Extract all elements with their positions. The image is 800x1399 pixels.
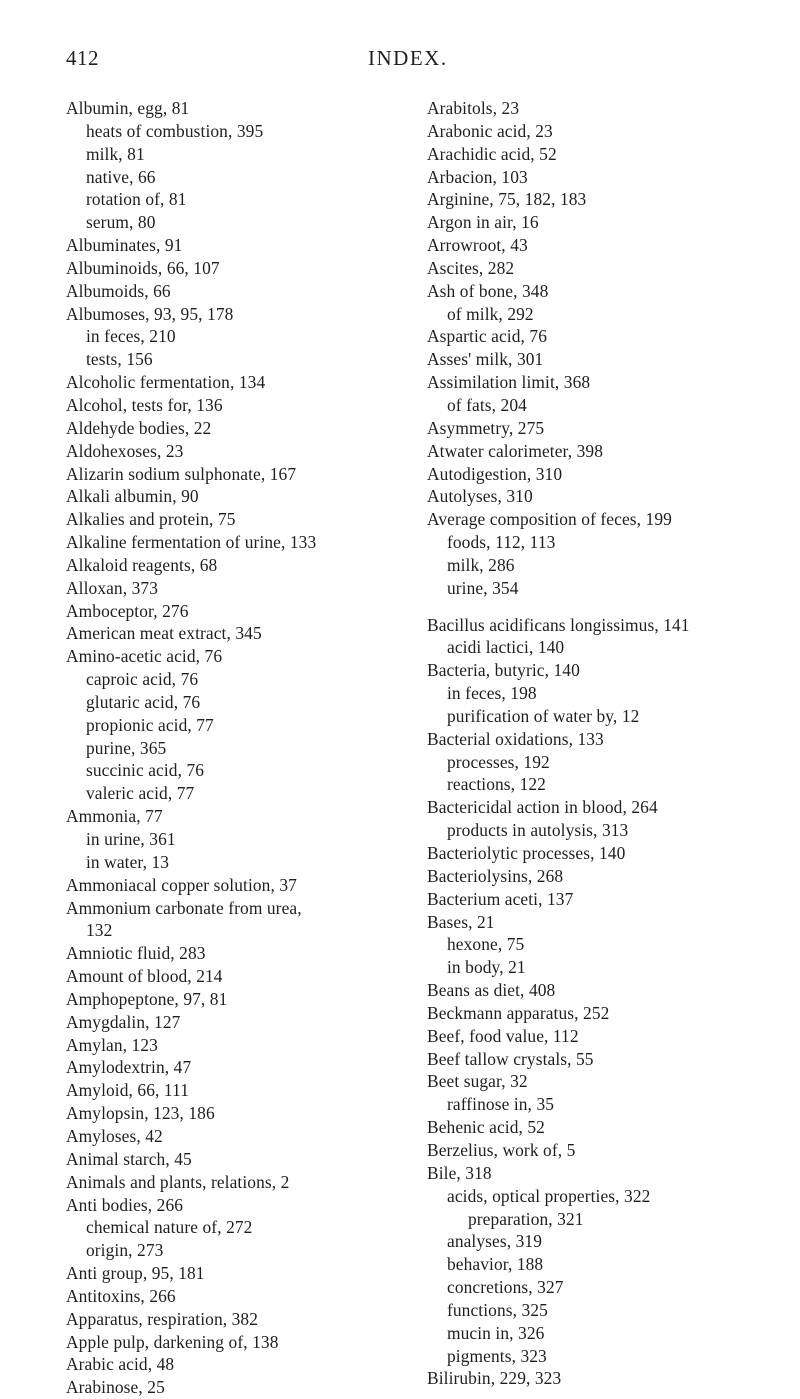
index-entry: Bacteria, butyric, 140: [427, 660, 580, 681]
index-subentry: products in autolysis, 313: [447, 820, 629, 841]
index-subentry: foods, 112, 113: [447, 532, 556, 553]
index-entry: Alcohol, tests for, 136: [66, 394, 223, 415]
index-subentry: behavior, 188: [447, 1254, 544, 1275]
index-entry: Alkaloid reagents, 68: [66, 554, 218, 575]
index-entry: Beckmann apparatus, 252: [427, 1002, 610, 1023]
index-entry: Asses' milk, 301: [427, 349, 544, 370]
index-subentry: analyses, 319: [447, 1231, 542, 1252]
index-entry: Argon in air, 16: [427, 212, 539, 233]
index-entry: Alkali albumin, 90: [66, 486, 199, 507]
index-subentry: succinic acid, 76: [86, 760, 205, 781]
index-subentry: of milk, 292: [447, 303, 534, 324]
index-entry: Alizarin sodium sulphonate, 167: [66, 463, 297, 484]
index-entry: Bacterium aceti, 137: [427, 888, 574, 909]
index-subentry: concretions, 327: [447, 1277, 564, 1298]
index-entry: American meat extract, 345: [66, 623, 262, 644]
index-entry: Bases, 21: [427, 911, 495, 932]
index-subentry: pigments, 323: [447, 1345, 547, 1366]
index-entry: Albumoses, 93, 95, 178: [66, 303, 234, 324]
index-entry: Arabonic acid, 23: [427, 120, 553, 141]
index-entry: Aldohexoses, 23: [66, 440, 184, 461]
index-entry: Albumin, egg, 81: [66, 98, 190, 118]
index-entry: Amniotic fluid, 283: [66, 943, 206, 964]
index-entry: Bile, 318: [427, 1162, 492, 1183]
index-entry: Amyloid, 66, 111: [66, 1080, 190, 1101]
index-entry: Bacterial oxidations, 133: [427, 728, 604, 749]
index-entry: Alloxan, 373: [66, 577, 159, 598]
index-subentry: urine, 354: [447, 577, 519, 598]
index-entry: Amylan, 123: [66, 1034, 158, 1055]
index-subentry: in feces, 210: [86, 326, 176, 347]
index-entry: Anti bodies, 266: [66, 1194, 184, 1215]
index-entry: Arabitols, 23: [427, 98, 520, 118]
index-entry: Albuminoids, 66, 107: [66, 257, 220, 278]
index-column-left: [66, 97, 411, 1399]
index-subentry: mucin in, 326: [447, 1322, 545, 1343]
index-subentry: glutaric acid, 76: [86, 691, 201, 712]
index-entry: Ammoniacal copper solution, 37: [66, 874, 297, 895]
index-entry: Bacteriolytic processes, 140: [427, 843, 626, 863]
index-subentry: in body, 21: [447, 957, 526, 978]
page-header: [0, 46, 800, 76]
index-entry: Arbacion, 103: [427, 166, 528, 187]
index-subentry: chemical nature of, 272: [86, 1217, 253, 1238]
index-entry: Amboceptor, 276: [66, 600, 189, 621]
index-subentry: hexone, 75: [447, 934, 525, 955]
index-entry: Animal starch, 45: [66, 1148, 192, 1169]
index-entry: Amphopeptone, 97, 81: [66, 988, 228, 1009]
index-subentry: purification of water by, 12: [447, 705, 640, 726]
index-entry: Berzelius, work of, 5: [427, 1139, 576, 1160]
index-entry: Arabic acid, 48: [66, 1354, 175, 1375]
index-entry: Apple pulp, darkening of, 138: [66, 1331, 279, 1352]
index-entry: Arabinose, 25: [66, 1377, 165, 1398]
index-entry: Amino-acetic acid, 76: [66, 646, 223, 667]
index-column-right: [427, 97, 737, 1390]
index-entry: Albuminates, 91: [66, 235, 183, 256]
index-entry: Ammonia, 77: [66, 806, 163, 827]
index-entry: Bactericidal action in blood, 264: [427, 797, 658, 818]
index-entry: Amylopsin, 123, 186: [66, 1103, 215, 1124]
index-section-a: [427, 97, 737, 600]
index-subentry: native, 66: [86, 166, 156, 187]
index-subentry: valeric acid, 77: [86, 783, 195, 804]
index-subentry: 132: [86, 920, 113, 941]
index-entry: Ash of bone, 348: [427, 280, 549, 301]
index-entry: Arginine, 75, 182, 183: [427, 189, 587, 210]
index-subentry: reactions, 122: [447, 774, 546, 795]
index-subentry: propionic acid, 77: [86, 714, 214, 735]
index-entry: Amygdalin, 127: [66, 1011, 181, 1032]
index-subentry: tests, 156: [86, 349, 153, 370]
index-entry: Amyloses, 42: [66, 1125, 163, 1146]
index-entry: Beef tallow crystals, 55: [427, 1048, 594, 1069]
index-entry: Animals and plants, relations, 2: [66, 1171, 290, 1192]
index-entry: Alcoholic fermentation, 134: [66, 372, 266, 393]
index-entry: Alkaline fermentation of urine, 133: [66, 532, 317, 553]
index-entry: Average composition of feces, 199: [427, 509, 672, 530]
index-entry: Amount of blood, 214: [66, 966, 223, 987]
section-gap: [427, 600, 737, 614]
index-section-b: [427, 614, 737, 1391]
index-entry: Albumoids, 66: [66, 280, 171, 301]
index-entry: Antitoxins, 266: [66, 1285, 176, 1306]
index-entry: Bacteriolysins, 268: [427, 865, 564, 886]
index-subentry: caproic acid, 76: [86, 669, 199, 690]
index-subentry: in feces, 198: [447, 683, 537, 704]
index-entry: Aldehyde bodies, 22: [66, 417, 212, 438]
index-subentry: in urine, 361: [86, 829, 176, 849]
page-number: 412: [66, 46, 99, 70]
index-subentry: acids, optical properties, 322: [447, 1185, 651, 1206]
index-subentry: heats of combustion, 395: [86, 120, 264, 141]
index-entry: Beef, food value, 112: [427, 1025, 579, 1046]
index-entry: Bilirubin, 229, 323: [427, 1368, 562, 1389]
index-entry: Beans as diet, 408: [427, 980, 556, 1001]
index-subentry: processes, 192: [447, 751, 550, 772]
index-entry: Atwater calorimeter, 398: [427, 440, 604, 461]
running-head-title: INDEX.: [368, 46, 448, 70]
index-entry: Bacillus acidificans longissimus, 141: [427, 614, 690, 635]
index-subentry: preparation, 321: [468, 1208, 584, 1229]
index-entry: Behenic acid, 52: [427, 1117, 545, 1138]
index-subentry: functions, 325: [447, 1299, 548, 1320]
index-subentry: in water, 13: [86, 851, 170, 872]
index-subentry: serum, 80: [86, 212, 156, 233]
index-entry: Assimilation limit, 368: [427, 372, 591, 393]
index-entry: Beet sugar, 32: [427, 1071, 528, 1092]
index-subentry: raffinose in, 35: [447, 1094, 555, 1115]
index-subentry: origin, 273: [86, 1240, 164, 1261]
index-entry: Ascites, 282: [427, 257, 515, 278]
index-subentry: acidi lactici, 140: [447, 637, 565, 658]
index-entry: Arachidic acid, 52: [427, 143, 557, 164]
index-subentry: purine, 365: [86, 737, 167, 758]
index-entry: Aspartic acid, 76: [427, 326, 548, 347]
index-entry: Asymmetry, 275: [427, 417, 545, 438]
index-entry: Autodigestion, 310: [427, 463, 563, 484]
index-subentry: milk, 81: [86, 143, 145, 164]
index-entry: Alkalies and protein, 75: [66, 509, 236, 530]
index-subentry: rotation of, 81: [86, 189, 187, 210]
index-subentry: of fats, 204: [447, 394, 527, 415]
index-entry: Apparatus, respiration, 382: [66, 1308, 259, 1329]
index-entry: Amylodextrin, 47: [66, 1057, 192, 1078]
index-entry: Autolyses, 310: [427, 486, 533, 507]
index-subentry: milk, 286: [447, 554, 515, 575]
index-entry: Arrowroot, 43: [427, 235, 528, 256]
index-entry: Ammonium carbonate from urea,: [66, 897, 302, 918]
index-entry: Anti group, 95, 181: [66, 1263, 205, 1284]
